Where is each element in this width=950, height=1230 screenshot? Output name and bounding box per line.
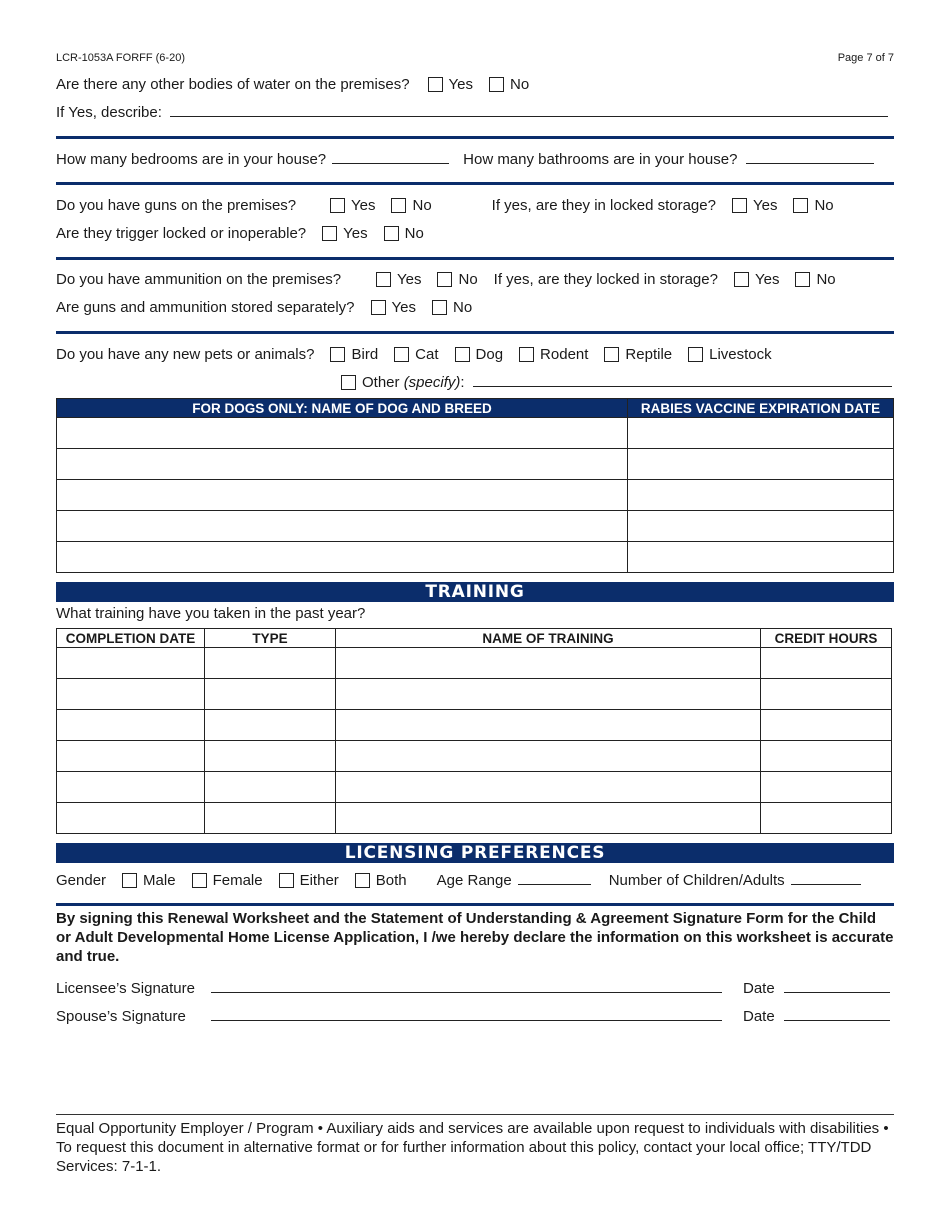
page-header — [56, 52, 894, 64]
pet-option-other[interactable]: Other (specify) : — [341, 374, 465, 391]
checkbox[interactable] — [732, 198, 747, 213]
checkbox[interactable] — [428, 77, 443, 92]
checkbox[interactable] — [519, 347, 534, 362]
table-row — [57, 542, 894, 573]
table-row — [57, 449, 894, 480]
ammo-question: Do you have ammunition on the premises? — [56, 271, 342, 288]
checkbox[interactable] — [341, 375, 356, 390]
checkbox[interactable] — [322, 226, 337, 241]
ammo-locked-yes-option[interactable]: Yes — [734, 271, 779, 288]
training-name-cell[interactable] — [336, 803, 761, 834]
completion-date-column-header: COMPLETION DATE — [57, 629, 205, 648]
checkbox[interactable] — [793, 198, 808, 213]
number-field[interactable] — [791, 884, 861, 885]
completion-date-cell[interactable] — [57, 710, 205, 741]
section-divider — [56, 257, 894, 260]
training-name-cell[interactable] — [336, 710, 761, 741]
page-number: Page 7 of 7 — [837, 52, 894, 64]
gender-option-male[interactable]: Male — [122, 872, 176, 889]
trigger-no-option[interactable]: No — [384, 225, 424, 242]
trigger-yes-option[interactable]: Yes — [322, 225, 367, 242]
completion-date-cell[interactable] — [57, 648, 205, 679]
checkbox[interactable] — [489, 77, 504, 92]
age-range-field[interactable] — [518, 884, 591, 885]
table-row — [57, 710, 892, 741]
guns-locked-question: If yes, are they in locked storage? — [491, 197, 716, 214]
dog-name-cell[interactable] — [57, 480, 628, 511]
footer-divider — [56, 1114, 894, 1115]
completion-date-cell[interactable] — [57, 772, 205, 803]
pets-other-row — [341, 374, 892, 391]
water-yes-option[interactable]: Yes — [428, 76, 473, 93]
section-divider — [56, 903, 894, 906]
spouse-signature-field[interactable] — [211, 1020, 722, 1021]
licensing-row — [56, 872, 894, 889]
pets-other-field[interactable] — [473, 386, 892, 387]
form-page — [56, 0, 894, 1230]
table-row — [57, 648, 892, 679]
type-cell[interactable] — [205, 679, 336, 710]
water-no-option[interactable]: No — [489, 76, 529, 93]
spouse-date-field[interactable] — [784, 1020, 890, 1021]
checkbox[interactable] — [391, 198, 406, 213]
ammo-no-option[interactable]: No — [437, 271, 477, 288]
guns-locked-yes-option[interactable]: Yes — [732, 197, 777, 214]
guns-no-option[interactable]: No — [391, 197, 431, 214]
dog-name-cell[interactable] — [57, 449, 628, 480]
credit-hours-cell[interactable] — [761, 710, 892, 741]
guns-yes-option[interactable]: Yes — [330, 197, 375, 214]
checkbox[interactable] — [734, 272, 749, 287]
table-row — [57, 772, 892, 803]
bathrooms-label: How many bathrooms are in your house? — [463, 151, 738, 168]
table-row — [57, 679, 892, 710]
rooms-row — [56, 151, 894, 168]
pets-row — [56, 346, 894, 363]
checkbox[interactable] — [122, 873, 137, 888]
guns-question: Do you have guns on the premises? — [56, 197, 297, 214]
ammo-locked-question: If yes, are they locked in storage? — [493, 271, 718, 288]
water-describe-row — [56, 104, 888, 121]
training-name-cell[interactable] — [336, 772, 761, 803]
checkbox[interactable] — [394, 347, 409, 362]
form-id: LCR-1053A FORFF (6-20) — [56, 52, 185, 64]
section-divider — [56, 182, 894, 185]
type-cell[interactable] — [205, 803, 336, 834]
checkbox[interactable] — [330, 347, 345, 362]
bathrooms-field[interactable] — [746, 163, 874, 164]
checkbox[interactable] — [384, 226, 399, 241]
rabies-date-cell[interactable] — [628, 480, 894, 511]
bedrooms-label: How many bedrooms are in your house? — [56, 151, 327, 168]
gender-option-female[interactable]: Female — [192, 872, 263, 889]
checkbox[interactable] — [455, 347, 470, 362]
dogs-table-header — [57, 399, 894, 418]
type-cell[interactable] — [205, 741, 336, 772]
gender-option-both[interactable]: Both — [355, 872, 407, 889]
checkbox[interactable] — [279, 873, 294, 888]
checkbox[interactable] — [795, 272, 810, 287]
water-question-row — [56, 76, 894, 93]
credit-hours-cell[interactable] — [761, 741, 892, 772]
type-cell[interactable] — [205, 710, 336, 741]
separate-yes-option[interactable]: Yes — [371, 299, 416, 316]
pet-option-cat[interactable]: Cat — [394, 346, 438, 363]
water-describe-label: If Yes, describe: — [56, 104, 162, 121]
completion-date-cell[interactable] — [57, 803, 205, 834]
type-cell[interactable] — [205, 648, 336, 679]
rabies-date-column-header: RABIES VACCINE EXPIRATION DATE — [628, 399, 894, 418]
separate-no-option[interactable]: No — [432, 299, 472, 316]
checkbox[interactable] — [437, 272, 452, 287]
ammo-yes-option[interactable]: Yes — [376, 271, 421, 288]
guns-row-1 — [56, 197, 894, 214]
dog-name-column-header: FOR DOGS ONLY: NAME OF DOG AND BREED — [57, 399, 628, 418]
dog-name-cell[interactable] — [57, 542, 628, 573]
spouse-signature-label: Spouse’s Signature — [56, 1008, 186, 1025]
checkbox[interactable] — [192, 873, 207, 888]
credit-hours-cell[interactable] — [761, 772, 892, 803]
completion-date-cell[interactable] — [57, 679, 205, 710]
ammo-row-2 — [56, 299, 894, 316]
credit-hours-column-header: CREDIT HOURS — [761, 629, 892, 648]
trigger-lock-question: Are they trigger locked or inoperable? — [56, 225, 307, 242]
training-name-cell[interactable] — [336, 679, 761, 710]
section-divider — [56, 136, 894, 139]
training-question-row — [56, 605, 894, 622]
date-label: Date — [743, 980, 775, 997]
checkbox[interactable] — [355, 873, 370, 888]
training-table-header — [57, 629, 892, 648]
gender-label: Gender — [56, 872, 107, 889]
gender-option-either[interactable]: Either — [279, 872, 339, 889]
checkbox[interactable] — [432, 300, 447, 315]
type-column-header: TYPE — [205, 629, 336, 648]
table-row — [57, 480, 894, 511]
rabies-date-cell[interactable] — [628, 449, 894, 480]
stored-separately-question: Are guns and ammunition stored separately? — [56, 299, 355, 316]
licensee-signature-row — [56, 980, 894, 997]
table-row — [57, 803, 892, 834]
table-row — [57, 741, 892, 772]
pet-option-dog[interactable]: Dog — [455, 346, 504, 363]
credit-hours-cell[interactable] — [761, 803, 892, 834]
credit-hours-cell[interactable] — [761, 648, 892, 679]
guns-locked-no-option[interactable]: No — [793, 197, 833, 214]
type-cell[interactable] — [205, 772, 336, 803]
checkbox[interactable] — [688, 347, 703, 362]
date-label: Date — [743, 1008, 775, 1025]
pet-option-rodent[interactable]: Rodent — [519, 346, 588, 363]
pets-question: Do you have any new pets or animals? — [56, 346, 315, 363]
spouse-signature-row — [56, 1008, 894, 1025]
checkbox[interactable] — [330, 198, 345, 213]
water-question: Are there any other bodies of water on the premises? — [56, 76, 410, 93]
training-name-column-header: NAME OF TRAINING — [336, 629, 761, 648]
table-row — [57, 418, 894, 449]
training-banner: TRAINING — [56, 582, 894, 602]
checkbox[interactable] — [371, 300, 386, 315]
pet-option-livestock[interactable]: Livestock — [688, 346, 772, 363]
footer-text: Equal Opportunity Employer / Program • Auxiliary aids and services are available upon request to individuals with disabilities • To request this document in alternative format or for further information about this policy, contact your local office; TTY/TDD Services: 7-1-1. — [56, 1120, 889, 1175]
licensee-signature-label: Licensee’s Signature — [56, 980, 195, 997]
licensee-signature-field[interactable] — [211, 992, 722, 993]
table-row — [57, 511, 894, 542]
licensing-banner: LICENSING PREFERENCES — [56, 843, 894, 863]
ammo-row-1 — [56, 271, 894, 288]
number-label: Number of Children/Adults — [608, 872, 785, 889]
rabies-date-cell[interactable] — [628, 511, 894, 542]
checkbox[interactable] — [376, 272, 391, 287]
pet-option-reptile[interactable]: Reptile — [604, 346, 672, 363]
section-divider — [56, 331, 894, 334]
declaration-text: By signing this Renewal Worksheet and the Statement of Understanding & Agreement Signature Form for the Child or Adult Developmental Home License Application, I /we hereby declare the information on this worksheet is accurate and true. — [56, 910, 894, 965]
water-describe-field[interactable] — [170, 116, 888, 117]
completion-date-cell[interactable] — [57, 741, 205, 772]
bedrooms-field[interactable] — [332, 163, 449, 164]
checkbox[interactable] — [604, 347, 619, 362]
training-table — [56, 628, 892, 834]
training-name-cell[interactable] — [336, 741, 761, 772]
guns-row-2 — [56, 225, 894, 242]
credit-hours-cell[interactable] — [761, 679, 892, 710]
licensee-date-field[interactable] — [784, 992, 890, 993]
pet-option-bird[interactable]: Bird — [330, 346, 378, 363]
training-name-cell[interactable] — [336, 648, 761, 679]
ammo-locked-no-option[interactable]: No — [795, 271, 835, 288]
rabies-date-cell[interactable] — [628, 542, 894, 573]
training-question: What training have you taken in the past year? — [56, 605, 366, 622]
dog-name-cell[interactable] — [57, 418, 628, 449]
dog-name-cell[interactable] — [57, 511, 628, 542]
rabies-date-cell[interactable] — [628, 418, 894, 449]
age-range-label: Age Range — [436, 872, 512, 889]
dogs-table — [56, 398, 894, 573]
